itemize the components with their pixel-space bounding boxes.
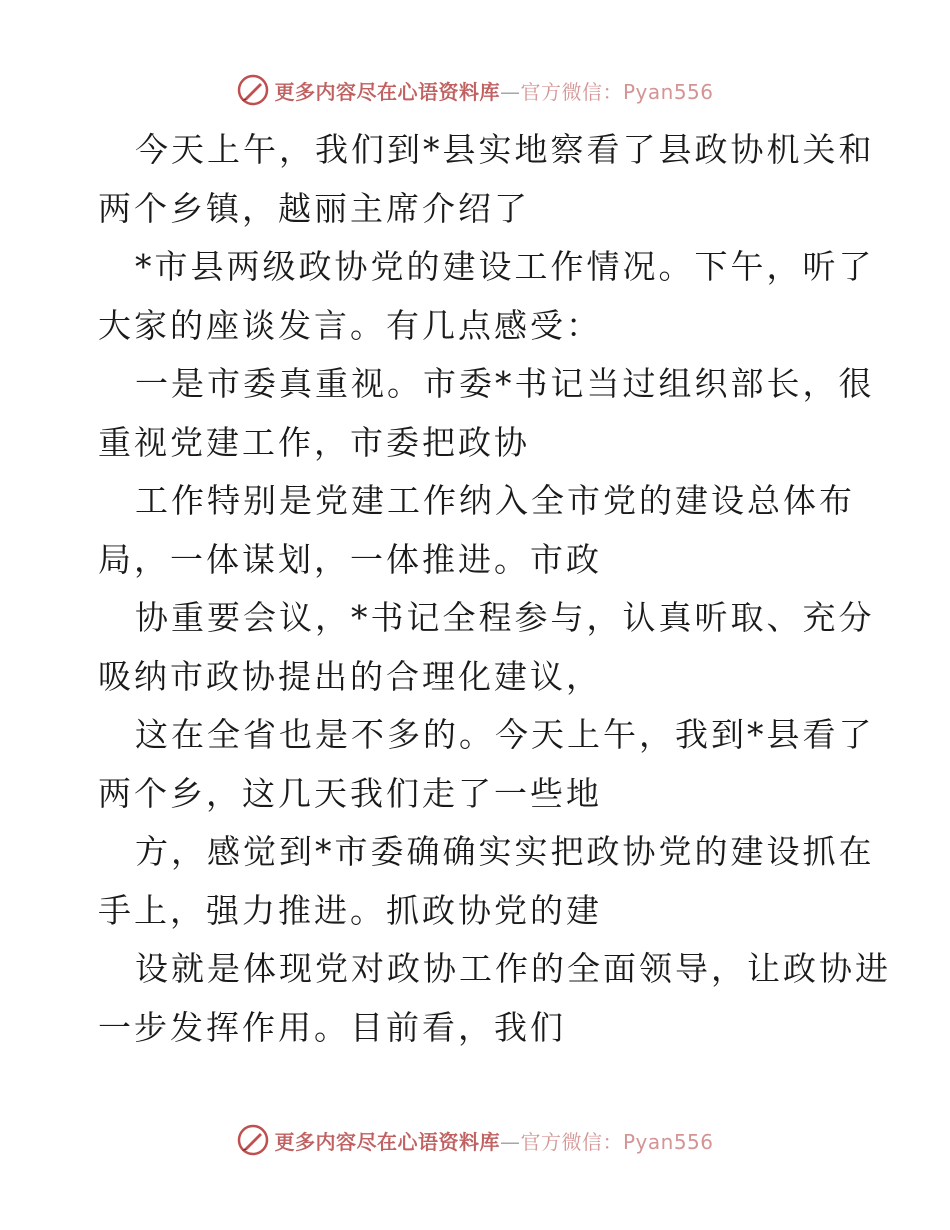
paragraph-line: 吸纳市政协提出的合理化建议， [98, 656, 602, 696]
document-body [98, 121, 891, 1057]
header-watermark [0, 70, 950, 110]
paragraph [98, 238, 875, 355]
watermark-text: 更多内容尽在心语资料库—官方微信：Pyan556 [274, 1129, 714, 1154]
paragraph-line: 这在全省也是不多的。今天上午，我到*县看了 [135, 715, 875, 754]
paragraph-line: 重视党建工作，市委把政协 [98, 422, 530, 462]
paragraph-line: 两个乡镇，越丽主席介绍了 [98, 188, 530, 228]
paragraph-line: 一步发挥作用。目前看，我们 [98, 1007, 566, 1047]
paragraph-line: 一是市委真重视。市委*书记当过组织部长，很 [135, 364, 875, 403]
paragraph-line: 方，感觉到*市委确确实实把政协党的建设抓在 [135, 832, 875, 871]
paragraph-line: *市县两级政协党的建设工作情况。下午，听了 [135, 247, 875, 286]
paragraph [98, 472, 858, 589]
watermark-text: 更多内容尽在心语资料库—官方微信：Pyan556 [274, 79, 714, 104]
paragraph-line: 大家的座谈发言。有几点感受： [98, 305, 602, 345]
pen-logo-icon [236, 1123, 270, 1157]
paragraph [98, 823, 875, 940]
paragraph [98, 706, 875, 823]
paragraph-line: 手上，强力推进。抓政协党的建 [98, 890, 602, 930]
paragraph-line: 两个乡，这几天我们走了一些地 [98, 773, 602, 813]
paragraph [98, 940, 891, 1057]
footer-watermark [0, 1120, 950, 1160]
paragraph-line: 今天上午，我们到*县实地察看了县政协机关和 [135, 130, 875, 169]
paragraph-line: 局，一体谋划，一体推进。市政 [98, 539, 602, 579]
paragraph [98, 121, 875, 238]
paragraph [98, 589, 875, 706]
paragraph [98, 355, 875, 472]
paragraph-line: 设就是体现党对政协工作的全面领导，让政协进 [135, 949, 891, 988]
paragraph-line: 工作特别是党建工作纳入全市党的建设总体布 [135, 481, 855, 520]
pen-logo-icon [236, 73, 270, 107]
paragraph-line: 协重要会议，*书记全程参与，认真听取、充分 [135, 598, 875, 637]
